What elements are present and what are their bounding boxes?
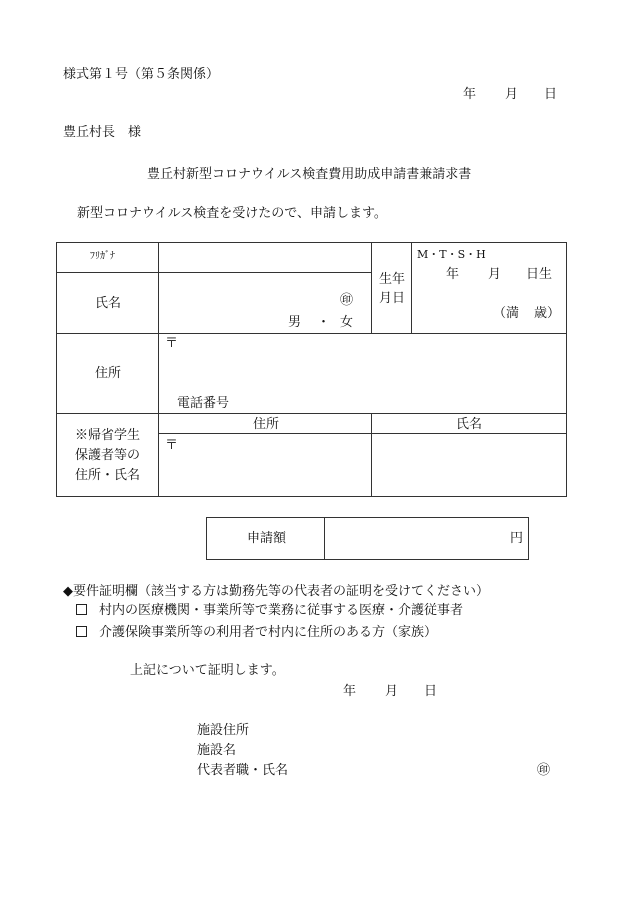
form-number: 様式第１号（第５条関係） <box>63 67 220 82</box>
address-label: 住所 <box>95 366 122 381</box>
guardian-label-line3: 住所・氏名 <box>75 468 141 483</box>
guardian-name-header: 氏名 <box>456 417 483 432</box>
cert-date-day-label: 日 <box>424 684 438 699</box>
postal-mark: 〒 <box>165 336 179 351</box>
date-day-label: 日 <box>544 87 558 102</box>
furigana-label: ﾌﾘｶﾞﾅ <box>90 251 115 262</box>
guardian-postal-mark: 〒 <box>165 438 179 453</box>
addressee: 豊丘村長 様 <box>63 125 142 140</box>
gender-male-option[interactable]: 男 <box>288 315 302 330</box>
facility-address-label: 施設住所 <box>197 723 250 738</box>
guardian-name-field[interactable] <box>375 437 563 491</box>
facility-name-label: 施設名 <box>197 743 237 758</box>
intro-text: 新型コロナウイルス検査を受けたので、申請します。 <box>77 206 387 221</box>
amount-field[interactable] <box>329 522 499 554</box>
guardian-address-header: 住所 <box>253 417 280 432</box>
date-year-label: 年 <box>463 87 477 102</box>
birth-month-label: 月 <box>488 267 502 282</box>
checkbox-icon[interactable] <box>76 604 87 615</box>
date-month-label: 月 <box>505 87 519 102</box>
age-close-label: 歳） <box>534 306 561 321</box>
gender-female-option[interactable]: 女 <box>340 315 354 330</box>
phone-label: 電話番号 <box>177 396 230 411</box>
representative-label: 代表者職・氏名 <box>197 763 289 778</box>
cert-date-month-label: 月 <box>385 684 399 699</box>
requirement-option-medical[interactable] <box>76 604 463 617</box>
name-label: 氏名 <box>95 296 122 311</box>
requirement-option-care[interactable] <box>76 626 437 639</box>
birth-label-line2: 月日 <box>379 291 406 306</box>
applicant-table <box>56 242 567 497</box>
guardian-label-line1: ※帰省学生 <box>75 428 141 443</box>
era-options[interactable]: M・T・S・H <box>417 248 486 261</box>
requirement-option-label: 村内の医療機関・事業所等で業務に従事する医療・介護従事者 <box>99 603 464 618</box>
guardian-label-line2: 保護者等の <box>75 448 141 463</box>
name-field[interactable] <box>161 276 367 298</box>
seal-mark: ㊞ <box>340 293 354 308</box>
certification-statement: 上記について証明します。 <box>130 663 285 678</box>
age-open-label: （満 <box>493 306 520 321</box>
guardian-address-field[interactable] <box>161 455 367 491</box>
address-field[interactable] <box>161 351 561 391</box>
birth-year-label: 年 <box>446 267 460 282</box>
checkbox-icon[interactable] <box>76 626 87 637</box>
amount-box <box>206 517 529 560</box>
amount-label: 申請額 <box>247 531 287 546</box>
requirement-option-label: 介護保険事業所等の利用者で村内に住所のある方（家族） <box>99 625 438 640</box>
cert-date-year-label: 年 <box>343 684 357 699</box>
birth-day-label: 日生 <box>526 267 553 282</box>
cert-seal-mark: ㊞ <box>537 763 551 778</box>
amount-unit: 円 <box>510 531 524 546</box>
furigana-field[interactable] <box>161 247 367 269</box>
document-title: 豊丘村新型コロナウイルス検査費用助成申請書兼請求書 <box>147 167 472 182</box>
requirements-heading: ◆要件証明欄（該当する方は勤務先等の代表者の証明を受けてください） <box>63 584 489 599</box>
birth-label-line1: 生年 <box>379 272 406 287</box>
gender-separator: ・ <box>317 315 331 330</box>
